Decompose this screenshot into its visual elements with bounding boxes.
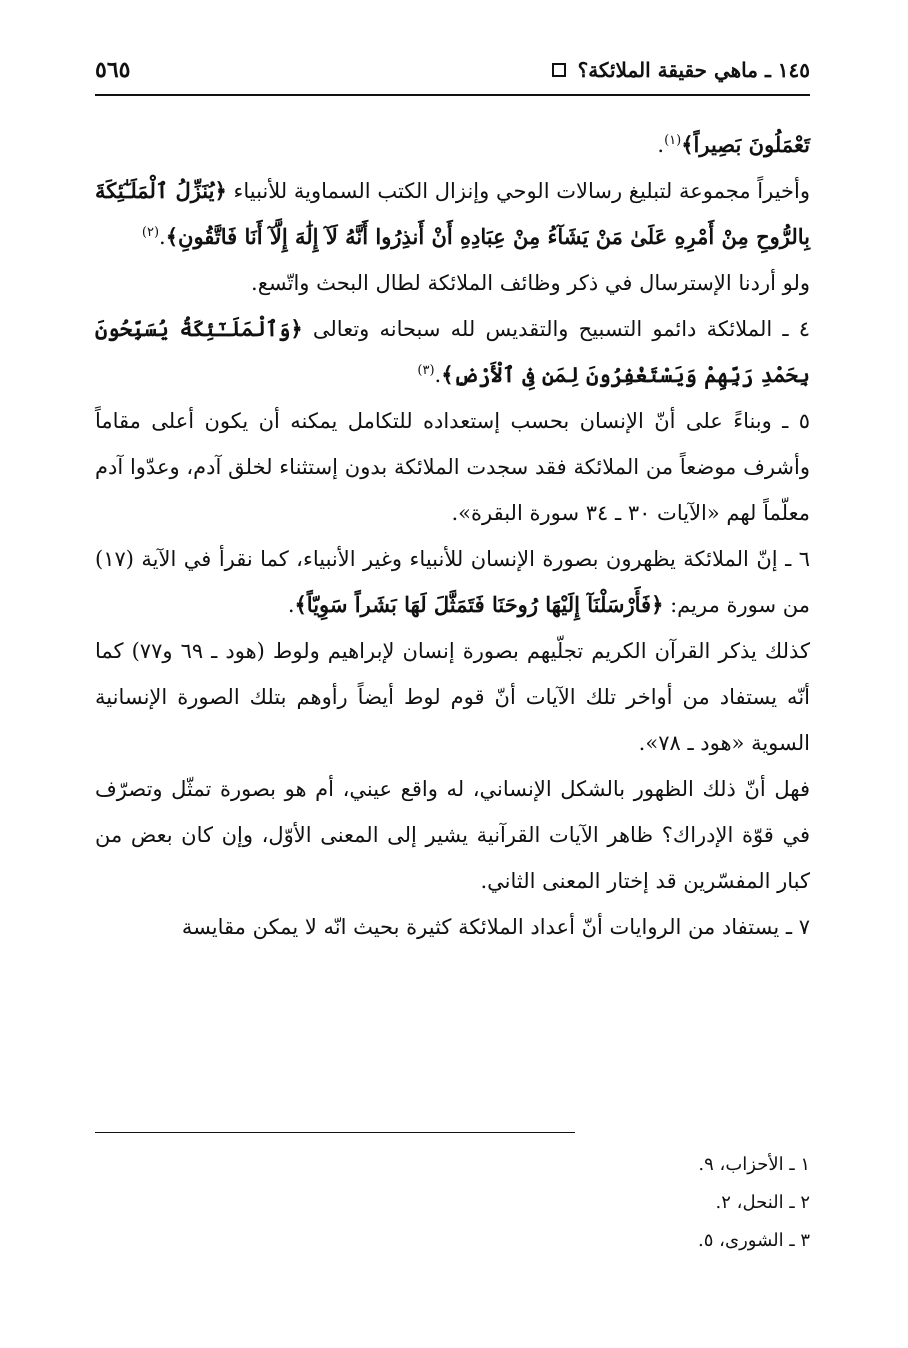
quran-verse: تَعْمَلُونَ بَصِيراً﴾: [681, 132, 810, 157]
footnote-ref: (٢): [141, 225, 160, 240]
paragraph-9: [95, 904, 810, 950]
quran-verse: ﴿يُنَزِّلُ ٱلْمَلَـٰٓئِكَةَ بِالرُّوحِ مِنْ أَمْرِهِ عَلَىٰ مَنْ يَشَآءُ مِنْ عِبَادِهِ أَنْ أَنذِرُوا أَنَّهُ لَآ إِلَٰهَ إِلَّآ أَنَا فَاتَّقُونِ﴾: [95, 178, 810, 249]
paragraph-text: ٦ ـ إنّ الملائكة يظهرون بصورة الإنسان للأنبياء وغير الأنبياء، كما نقرأ في الآية (١٧) من سورة مريم:: [95, 547, 810, 617]
paragraph-6: [95, 536, 810, 628]
paragraph-text: وأخيراً مجموعة لتبليغ رسالات الوحي وإنزال الكتب السماوية للأنبياء: [226, 179, 810, 203]
running-header: [95, 52, 810, 88]
footnote-2: ٢ ـ النحل، ٢.: [715, 1192, 810, 1213]
header-divider: [95, 94, 810, 96]
header-title-group: [552, 58, 810, 82]
paragraph-text: فهل أنّ ذلك الظهور بالشكل الإنساني، له واقع عيني، أم هو بصورة تمثّل وتصرّف في قوّة الإدراك؟ ظاهر الآيات القرآنية يشير إلى المعنى الأوّل، وإن كان بعض من كبار المفسّرين قد إختار المعنى الثاني.: [95, 777, 810, 893]
paragraph-text: ٧ ـ يستفاد من الروايات أنّ أعداد الملائكة كثيرة بحيث انّه لا يمكن مقايسة: [181, 915, 810, 939]
paragraph-3: [95, 260, 810, 306]
paragraph-2: [95, 168, 810, 260]
paragraph-1: [95, 122, 810, 168]
paragraph-tail: .: [657, 133, 665, 157]
paragraph-text: ٥ ـ وبناءً على أنّ الإنسان بحسب إستعداده للتكامل يمكنه أن يكون أعلى مقاماً وأشرف موضعاً من الملائكة فقد سجدت الملائكة بدون إستثناء لخلق آدم، وعدّوا آدم معلّماً لهم «الآيات ٣٠ ـ ٣٤ سورة البقرة».: [95, 409, 810, 525]
paragraph-text: ولو أردنا الإسترسال في ذكر وظائف الملائكة لطال البحث واتّسع.: [251, 271, 810, 295]
paragraph-tail: .: [287, 593, 295, 617]
book-page: [95, 0, 810, 1348]
paragraph-4: [95, 306, 810, 398]
paragraph-tail: .: [434, 363, 442, 387]
footnote-divider: [95, 1132, 575, 1133]
paragraph-text: ٤ ـ الملائكة دائمو التسبيح والتقديس لله سبحانه وتعالى: [302, 317, 810, 341]
paragraph-5: [95, 398, 810, 536]
paragraph-text: كذلك يذكر القرآن الكريم تجلّيهم بصورة إنسان لإبراهيم ولوط (هود ـ ٦٩ و٧٧) كما أنّه يستفاد من أواخر تلك الآيات أنّ قوم لوط أيضاً رأوهم بتلك الصورة الإنسانية السوية «هود ـ ٧٨».: [95, 639, 810, 755]
footnotes: [95, 1146, 810, 1260]
paragraph-tail: .: [159, 225, 166, 249]
square-box-icon: [552, 63, 566, 77]
footnote-3: ٣ ـ الشورى، ٥.: [698, 1230, 810, 1251]
quran-verse: ﴿وَٱلْمَلَـٰٓئِكَةُ يُسَبِّحُونَ بِحَمْدِ رَبِّهِمْ وَيَسْتَغْفِرُونَ لِمَن فِى ٱلْأَرْضِ﴾: [95, 316, 810, 387]
quran-verse: ﴿فَأَرْسَلْنَآ إِلَيْهَا رُوحَنَا فَتَمَثَّلَ لَهَا بَشَراً سَوِيّاً﴾: [294, 592, 664, 617]
chapter-title: ١٤٥ ـ ماهي حقيقة الملائكة؟: [577, 58, 810, 82]
footnote-1: ١ ـ الأحزاب، ٩.: [698, 1154, 810, 1175]
footnote-ref: (٣): [417, 363, 435, 378]
footnote-ref: (١): [664, 133, 682, 148]
main-text: [95, 122, 810, 950]
paragraph-7: [95, 628, 810, 766]
paragraph-8: [95, 766, 810, 904]
page-number: ٥٦٥: [95, 57, 131, 83]
